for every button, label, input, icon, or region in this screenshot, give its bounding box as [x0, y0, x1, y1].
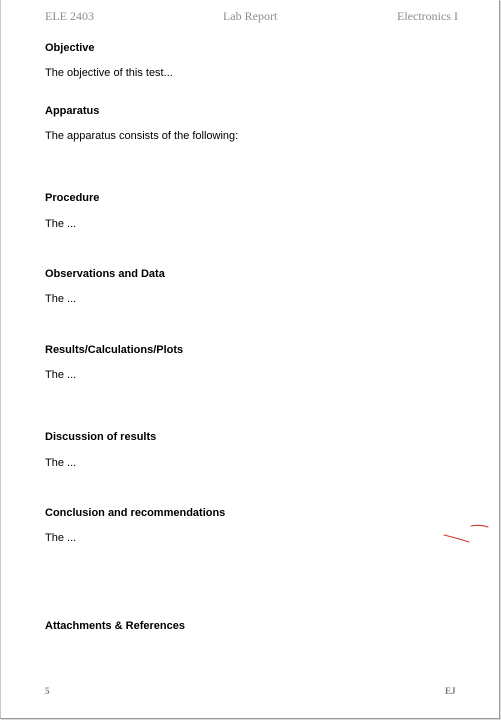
running-header [0, 9, 499, 25]
ink-stroke-long [444, 535, 469, 542]
section-heading-objective: Objective [45, 42, 95, 54]
section-text-apparatus: The apparatus consists of the following: [45, 130, 239, 142]
section-text-discussion: The ... [45, 457, 77, 469]
section-heading-observations: Observations and Data [45, 268, 165, 280]
page-edge [0, 0, 1, 718]
header-doc-type: Lab Report [223, 9, 278, 23]
section-heading-apparatus: Apparatus [45, 105, 100, 117]
section-text-procedure: The ... [45, 218, 77, 230]
section-text-objective: The objective of this test... [45, 67, 173, 79]
section-heading-discussion: Discussion of results [45, 431, 157, 443]
section-text-observations: The ... [45, 293, 77, 305]
footer-initials: EJ [445, 686, 456, 696]
section-text-results: The ... [45, 369, 77, 381]
section-heading-attachments: Attachments & References [45, 620, 185, 632]
footer-page-number: 5 [45, 686, 50, 696]
section-heading-conclusion: Conclusion and recommendations [45, 507, 226, 519]
section-heading-results: Results/Calculations/Plots [45, 344, 184, 356]
running-footer [0, 686, 499, 700]
ink-stroke-short [471, 525, 488, 527]
header-course-name: Electronics I [397, 9, 458, 23]
red-pen-strokes-icon [440, 520, 495, 550]
header-course-code: ELE 2403 [45, 9, 94, 23]
section-text-conclusion: The ... [45, 532, 77, 544]
section-heading-procedure: Procedure [45, 192, 100, 204]
